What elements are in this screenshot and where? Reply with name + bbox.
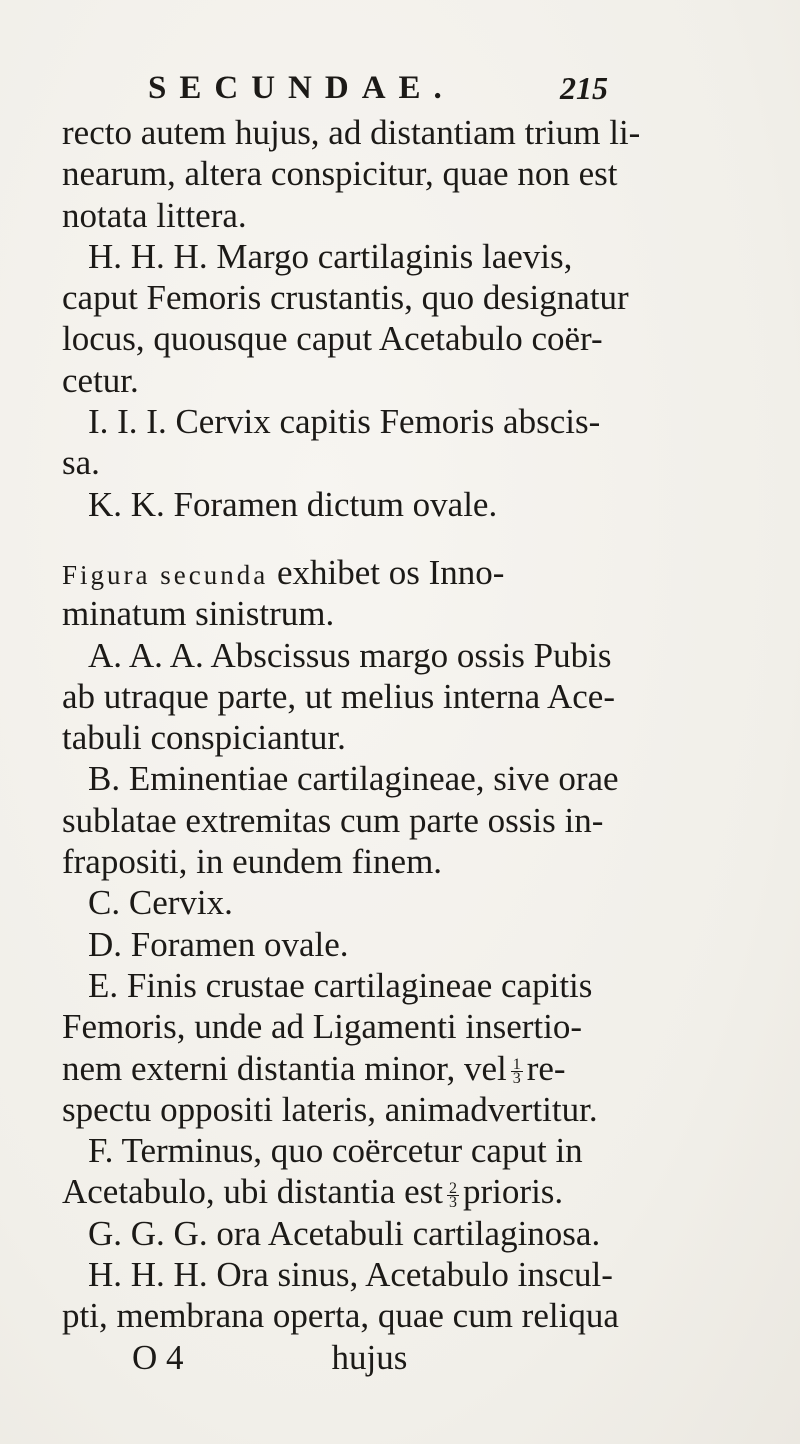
text-line: E. Finis crustae cartilagineae capitis xyxy=(88,965,593,1005)
text-line: H. H. H. Margo cartilaginis laevis, xyxy=(88,236,573,276)
text-line: recto autem hujus, ad distantiam trium li- xyxy=(62,113,641,152)
text-segment: prioris. xyxy=(463,1172,564,1212)
text-segment: Acetabulo, ubi distantia est xyxy=(62,1172,444,1212)
text-line: locus, quousque caput Acetabulo coër- xyxy=(62,319,603,359)
text-line: nearum, altera conspicitur, quae non est xyxy=(62,154,618,194)
text-line: H. H. H. Ora sinus, Acetabulo inscul- xyxy=(88,1255,613,1295)
text-line: tabuli conspiciantur. xyxy=(62,718,346,758)
fraction xyxy=(447,1179,459,1211)
text-segment: nem externi distantia minor, vel xyxy=(62,1048,507,1088)
signature-mark: O 4 xyxy=(132,1337,184,1377)
text-line: sublatae extremitas cum parte ossis in- xyxy=(62,800,604,840)
fraction xyxy=(511,1058,523,1085)
paragraph-gap xyxy=(62,525,762,552)
footer-line xyxy=(62,1337,762,1378)
text-line: B. Eminentiae cartilagineae, sive orae xyxy=(88,759,619,799)
text-line: I. I. I. Cervix capitis Femoris abscis- xyxy=(88,402,601,442)
page-header xyxy=(140,70,660,118)
catchword: hujus xyxy=(331,1337,408,1377)
text-line: notata littera. xyxy=(62,195,247,235)
text-line: sa. xyxy=(62,443,100,483)
fraction-numerator: 1 xyxy=(512,1056,521,1073)
text-line: K. K. Foramen dictum ovale. xyxy=(88,484,498,524)
fraction-denominator: 3 xyxy=(512,1070,521,1087)
text-line: spectu oppositi lateris, animadvertitur. xyxy=(62,1089,598,1129)
text-line: A. A. A. Abscissus margo ossis Pubis xyxy=(88,635,612,675)
figure-caption-smallcaps: Figura secunda xyxy=(62,559,269,590)
fraction-numerator: 2 xyxy=(449,1179,458,1197)
text-line: G. G. G. ora Acetabuli cartilaginosa. xyxy=(88,1213,601,1253)
text-line: ab utraque parte, ut melius interna Ace- xyxy=(62,676,615,716)
text-line: cetur. xyxy=(62,360,139,400)
text-segment: exhibet os Inno- xyxy=(268,552,505,592)
text-line: minatum sinistrum. xyxy=(62,594,335,634)
page-number: 215 xyxy=(560,70,608,106)
text-line xyxy=(62,552,762,593)
text-body xyxy=(62,112,762,1378)
text-line: frapositi, in eundem finem. xyxy=(62,842,443,882)
text-line: C. Cervix. xyxy=(88,883,233,923)
text-line: F. Terminus, quo coërcetur caput in xyxy=(88,1131,583,1171)
text-line: Femoris, unde ad Ligamenti insertio- xyxy=(62,1007,583,1047)
text-segment: re- xyxy=(526,1048,566,1088)
text-line xyxy=(62,1171,762,1212)
running-head: SECUNDAE. xyxy=(148,70,455,106)
text-line: D. Foramen ovale. xyxy=(88,924,349,964)
text-line: pti, membrana operta, quae cum reliqua xyxy=(62,1296,619,1336)
text-line: caput Femoris crustantis, quo designatur xyxy=(62,278,629,318)
text-line xyxy=(62,1048,762,1089)
fraction-denominator: 3 xyxy=(449,1193,458,1211)
